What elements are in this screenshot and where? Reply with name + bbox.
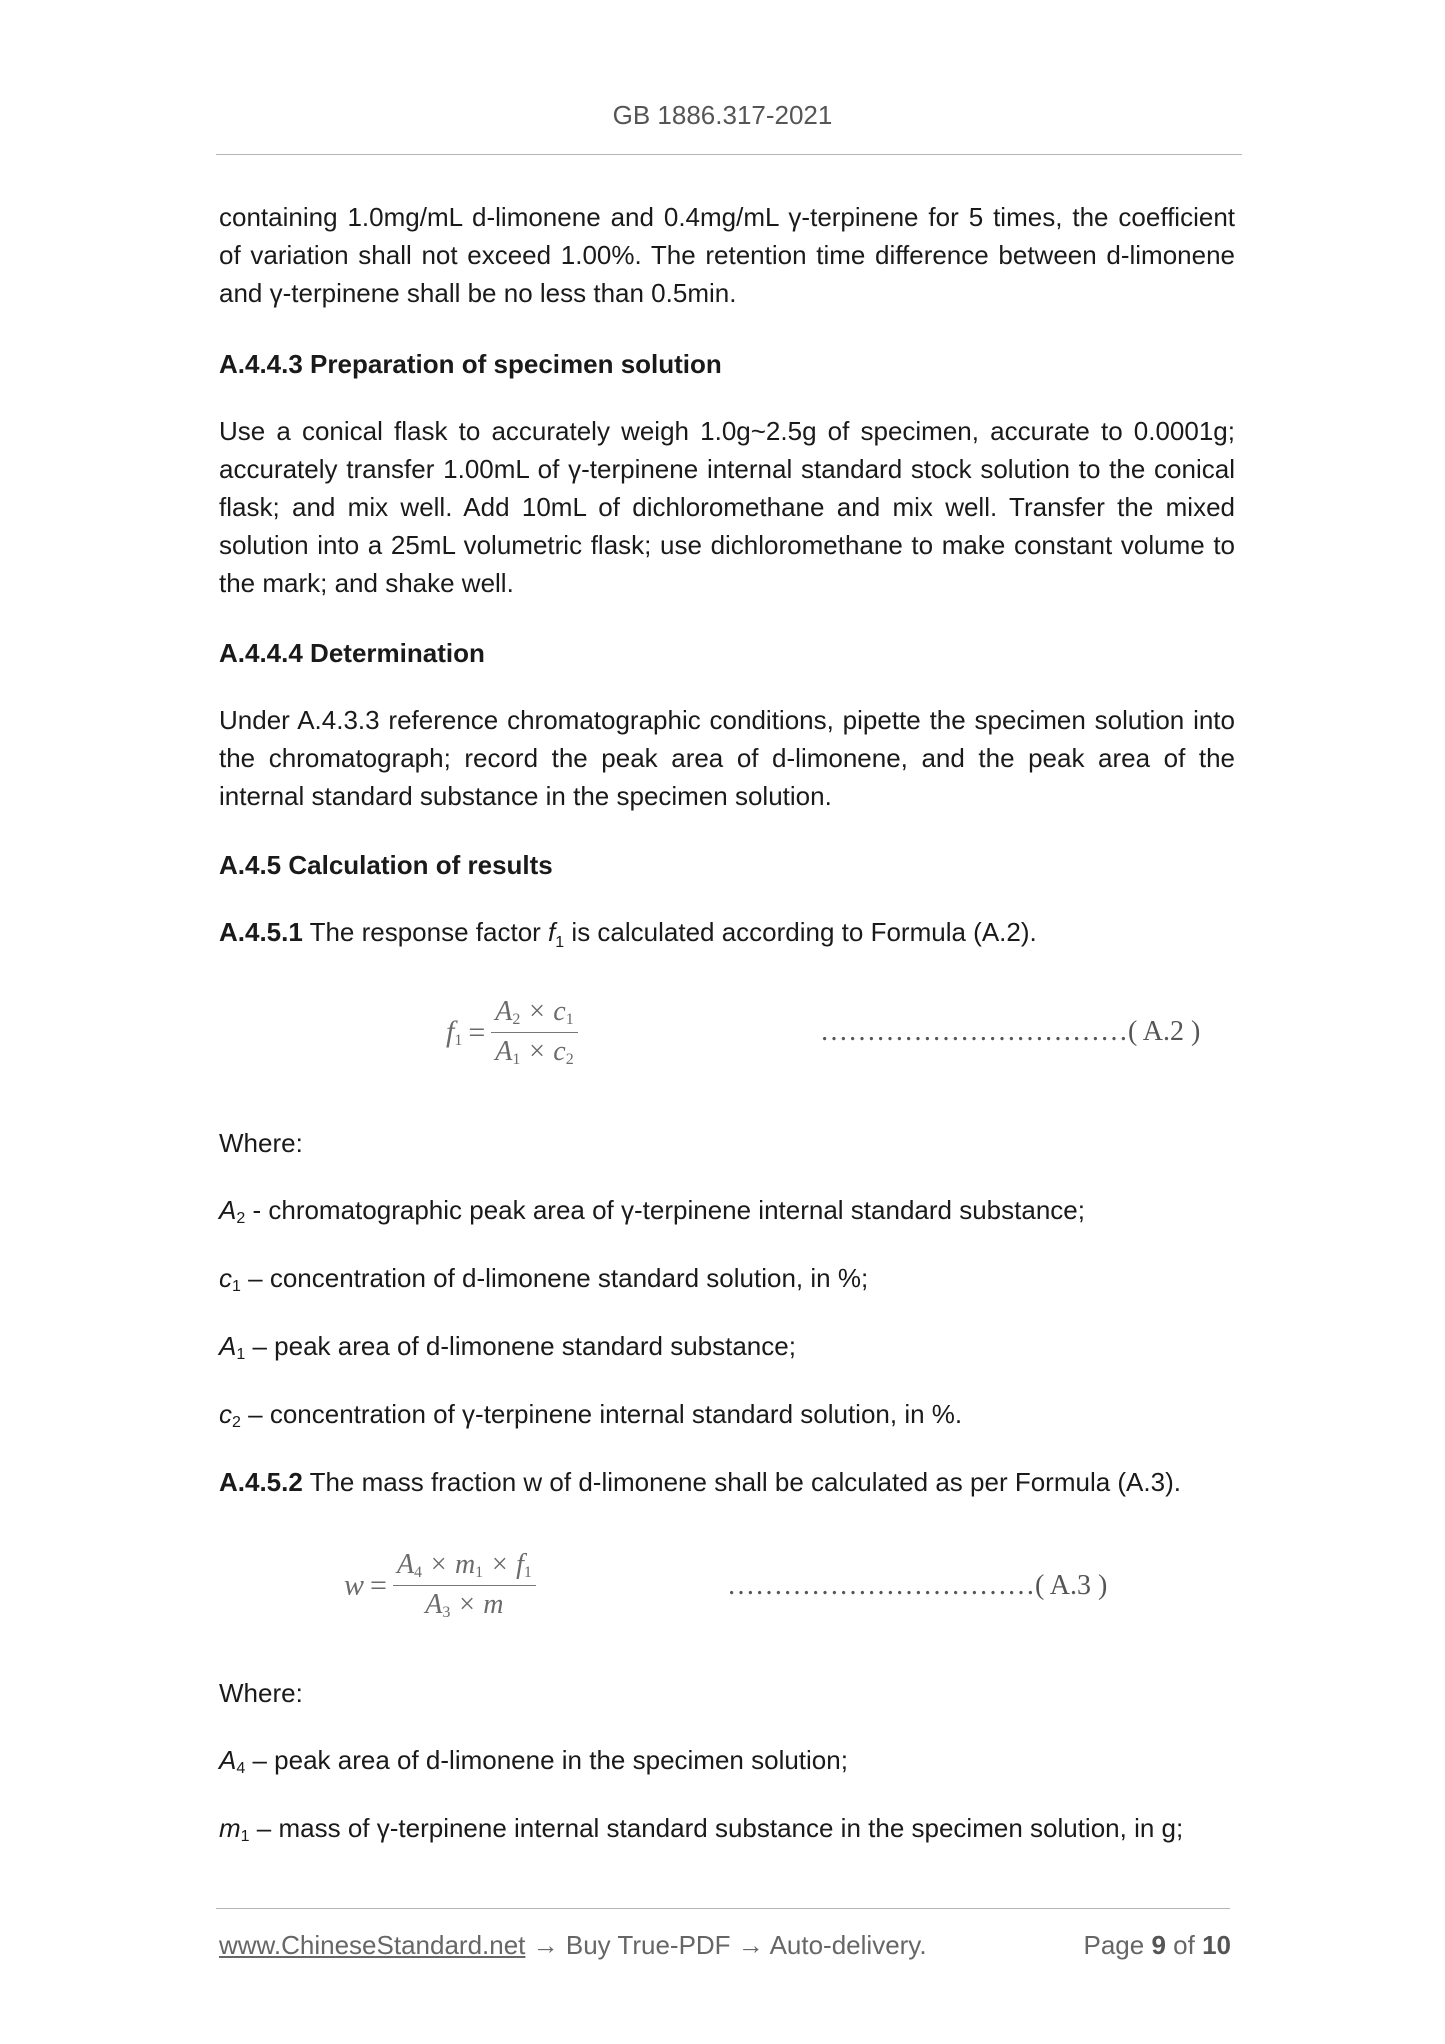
formula-number-a2: ……………………………( A.2 ) bbox=[820, 1016, 1201, 1047]
intro-paragraph bbox=[219, 198, 1235, 312]
section-text-a443: Use a conical flask to accurately weigh 1.0g~2.5g of specimen, accurate to 0.0001g; accurately transfer 1.00mL of γ-terpinene internal standard stock solution to the conical flask; and mix well. Add 10mL of dichloromethane and mix well. Transfer the mixed solution into a 25mL volumetric flask; use dichloromethane to make constant volume to the mark; and shake well. bbox=[219, 416, 1235, 598]
page-number: 9 bbox=[1151, 1930, 1166, 1960]
var-line: $c_2$ – concentration of γ-terpinene internal standard solution, in %. bbox=[219, 1399, 963, 1431]
section-heading-a444: A.4.4.4 Determination bbox=[219, 638, 485, 668]
section-heading-a45: A.4.5 Calculation of results bbox=[219, 850, 553, 880]
page-total: 10 bbox=[1202, 1930, 1231, 1960]
section-text-a452 bbox=[219, 1463, 1235, 1501]
formula-number-a3: ……………………………( A.3 ) bbox=[727, 1570, 1108, 1601]
var-line: $A_2$ - chromatographic peak area of γ-terpinene internal standard substance; bbox=[219, 1195, 1085, 1227]
page-indicator: Page 9 of 10 bbox=[1083, 1930, 1231, 1960]
var-line: $m_1$ – mass of γ-terpinene internal standard substance in the specimen solution, in g; bbox=[219, 1813, 1184, 1845]
footer-divider bbox=[216, 1908, 1230, 1909]
symbol-f-sub: 1 bbox=[555, 934, 565, 952]
section-a444-body bbox=[219, 701, 1235, 815]
symbol-f: f bbox=[548, 917, 556, 947]
section-a451 bbox=[219, 913, 1235, 962]
formula-a2: $f_1$ = $\frac{A_2 \times c_1}{A_1 \times c_2}$ bbox=[446, 996, 578, 1069]
footer-tagline: → Buy True-PDF → Auto-delivery. bbox=[525, 1930, 927, 1960]
clause-text: The mass fraction w of d-limonene shall be calculated as per Formula (A.3). bbox=[302, 1467, 1181, 1497]
clause-text-end: is calculated according to Formula (A.2). bbox=[564, 917, 1037, 947]
header-divider bbox=[216, 154, 1242, 155]
where-a2 bbox=[219, 1124, 1235, 1162]
section-a443-body bbox=[219, 412, 1235, 602]
var-line: $A_4$ – peak area of d-limonene in the specimen solution; bbox=[219, 1745, 848, 1777]
formula-a3: w = $\frac{A_4 \times m_1 \times f_1}{A_3 \times m}$ bbox=[344, 1549, 536, 1622]
section-a452 bbox=[219, 1463, 1235, 1501]
clause-label: A.4.5.2 bbox=[219, 1467, 303, 1497]
clause-label: A.4.5.1 bbox=[219, 917, 303, 947]
page-header: GB 1886.317-2021 bbox=[612, 100, 833, 130]
page-footer bbox=[219, 1930, 1231, 1961]
where-a3 bbox=[219, 1674, 1235, 1712]
section-a443 bbox=[219, 345, 1235, 383]
where-label: Where: bbox=[219, 1128, 303, 1158]
var-line: $c_1$ – concentration of d-limonene standard solution, in %; bbox=[219, 1263, 869, 1295]
section-text-a451 bbox=[219, 913, 1235, 962]
section-heading-a443: A.4.4.3 Preparation of specimen solution bbox=[219, 349, 722, 379]
clause-text: The response factor bbox=[302, 917, 549, 947]
where-label: Where: bbox=[219, 1678, 303, 1708]
section-a45 bbox=[219, 846, 1235, 884]
intro-text: containing 1.0mg/mL d-limonene and 0.4mg/mL γ-terpinene for 5 times, the coefficient of variation shall not exceed 1.00%. The retention time difference between d-limonene and γ-terpinene shall be no less than 0.5min. bbox=[219, 202, 1235, 308]
website-link[interactable]: www.ChineseStandard.net bbox=[219, 1930, 526, 1960]
var-line: $A_1$ – peak area of d-limonene standard substance; bbox=[219, 1331, 796, 1363]
section-a444 bbox=[219, 634, 1235, 672]
section-text-a444: Under A.4.3.3 reference chromatographic conditions, pipette the specimen solution into the chromatograph; record the peak area of d-limonene, and the peak area of the internal standard substance in the specimen solution. bbox=[219, 705, 1235, 811]
